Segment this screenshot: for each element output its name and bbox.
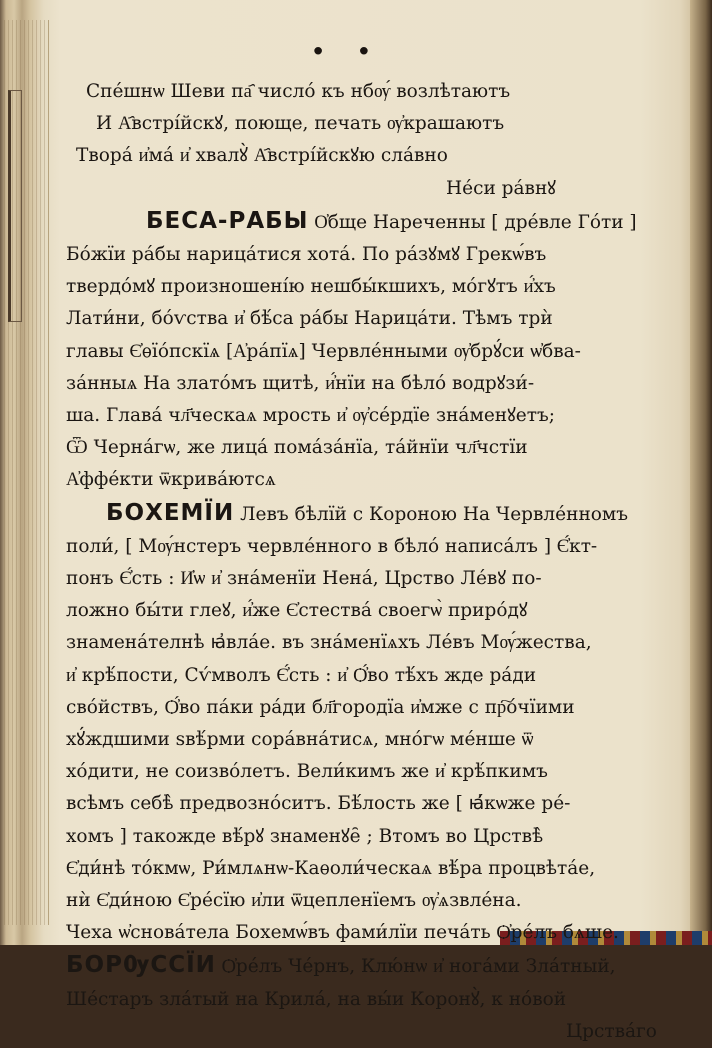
line-text: всѣмъ себѣ̀ предвозно́ситъ. Бѣ́лость же [ ꙗ҆́кѡже ре́- [66,793,571,815]
text-line [66,303,694,335]
line-text: Бо́жїи ра́бы нарица́тися хота́. По ра́зꙋмꙋ Грекѡ́въ [66,244,547,266]
text-line [66,1016,694,1048]
line-text: Лати́ни, бо́ѵства и҆ бѣ́са ра́бы Нарица́ти. Тѣмъ трѝ [66,308,553,330]
line-text: Є҆ди́нѣ то́кмѡ, Ри́млѧнѡ-Каѳоли́ческаѧ вѣ́ра процвѣта́е, [66,857,596,879]
spine-mark [8,90,22,322]
line-text: Црства́го [566,1020,657,1042]
text-line [66,660,694,692]
line-text: ложно бы́ти глеꙋ, и҆́же Є҆стества́ своегѡ̀ приро́дꙋ [66,600,528,622]
line-text: А҆ффе́кти ѿкрива́ютсѧ [66,469,276,491]
line-text: и҆ крѣ́пости, Сѵ́мволъ Є҆́сть : и҆ Ѻ҆́во тѣ́хъ жде ра́ди [66,664,537,686]
text-line [66,173,694,205]
line-text: сво́йствъ, Ѻ҆́во па́ки ра́ди бл҃городїа и҆мже с пр҇о́чїими [66,696,575,718]
text-line [66,239,694,271]
text-line [66,821,694,853]
line-text: ша. Глава́ чл҃ческаѧ мрость и҆ ѹ҆се́рдїе зна́менꙋетъ; [66,405,555,427]
line-text: знамена́телнѣ ꙗ҆вла́е. въ зна́менїѧхъ Ле́въ Мѹ́жества, [66,632,592,654]
headpiece-ornament: ꔷ ꔷ [312,40,384,65]
text-line [66,432,694,464]
text-line [66,949,694,983]
text-line [66,692,694,724]
text-line [66,984,694,1016]
line-text: Ѿ Черна́гѡ, же лица́ пома́за́нїа, та́йнїи чл҃чстїи [66,437,528,459]
manuscript-page [48,10,690,1042]
text-line [66,885,694,917]
line-text: Твора́ и҆ма́ и҆ хвалꙋ̀ А҄встрі́йскꙋю сла́вно [76,145,448,167]
text-line [66,76,694,108]
line-text: главы Є҆ѳїо́пскїѧ [А҆ра́пїѧ] Червле́нными ѹ҆брꙋ́си ѡ҆бва- [66,340,581,362]
text-line [66,563,694,595]
line-text: хꙋ́ждшими ѕвѣ́рми сора́вна́тисѧ, мно́гѡ ме́нше ѿ [66,729,534,751]
manuscript-text [66,76,694,1048]
text-line [66,756,694,788]
line-text: Чеха ѡ҆снова́тела Бохемѡ́въ фами́лїи печа́ть Ѻ҆ре́лъ бѧше. [66,922,619,944]
section-heading: БОХЕМЇИ [106,499,235,526]
text-line [66,400,694,432]
text-line [66,627,694,659]
line-text: хо́дити, не соизво́летъ. Вели́кимъ же и҆ крѣ́пкимъ [66,761,548,783]
text-line [66,531,694,563]
text-line [66,368,694,400]
line-text: О҆бще Нареченны [ дре́вле Го́ти ] [308,211,637,233]
text-line [66,336,694,368]
line-text: твердо́мꙋ произношені́ю нешбы́кшихъ, мо́гꙋтъ и҆́хъ [66,276,556,298]
text-line [66,853,694,885]
line-text: Спе́шнѡ Шеви па҄ число́ къ нбѹ́ возлѣтаютъ [86,81,511,102]
text-line [66,788,694,820]
text-line [66,464,694,496]
line-text: за́нныѧ На злато́мъ щитѣ, и҆́нїи на бѣло́ водрꙋзи́- [66,372,535,394]
text-line [66,140,694,172]
line-text: хомъ ] такожде вѣ́рꙋ знаменꙋе̑ ; Втомъ во Црствѣ̀ [66,825,544,847]
line-text: Левъ бѣлїй с Короною На Червле́нномъ [234,503,629,525]
line-text: нѝ Є҆ди́ною Є҆ре́сїю и҆ли ѿцепленїемъ ѹ҆ѧзвле́на. [66,890,522,912]
section-heading: БЕСА-РАБЫ [146,207,309,234]
line-text: Ѻ҆ре́лъ Че́рнъ, Клю́нѡ и҆ нога́ми Зла́тный, [215,956,616,978]
line-text: Ше́старъ зла́тый на Крила́, на вы́и Коронꙋ̀, к но́вой [66,988,567,1010]
line-text: понъ Є҆́сть : И҆ѡ и҆ зна́менїи Нена́, Црство Ле́вꙋ по- [66,568,542,590]
text-line [66,497,694,531]
text-line [66,108,694,140]
line-text: И А҄встрі́йскꙋ, поюще, печать ѹ҆крашаютъ [96,113,505,135]
line-text: поли́, [ Мѹ́нстеръ червле́нного в бѣло́ написа́лъ ] Є҆́кт- [66,535,598,557]
section-heading: БОРѸССЇИ [66,952,216,979]
text-line [66,724,694,756]
text-line [66,271,694,303]
text-line [66,595,694,627]
text-line [66,205,694,239]
line-text: Не́си ра́внꙋ [446,177,556,199]
